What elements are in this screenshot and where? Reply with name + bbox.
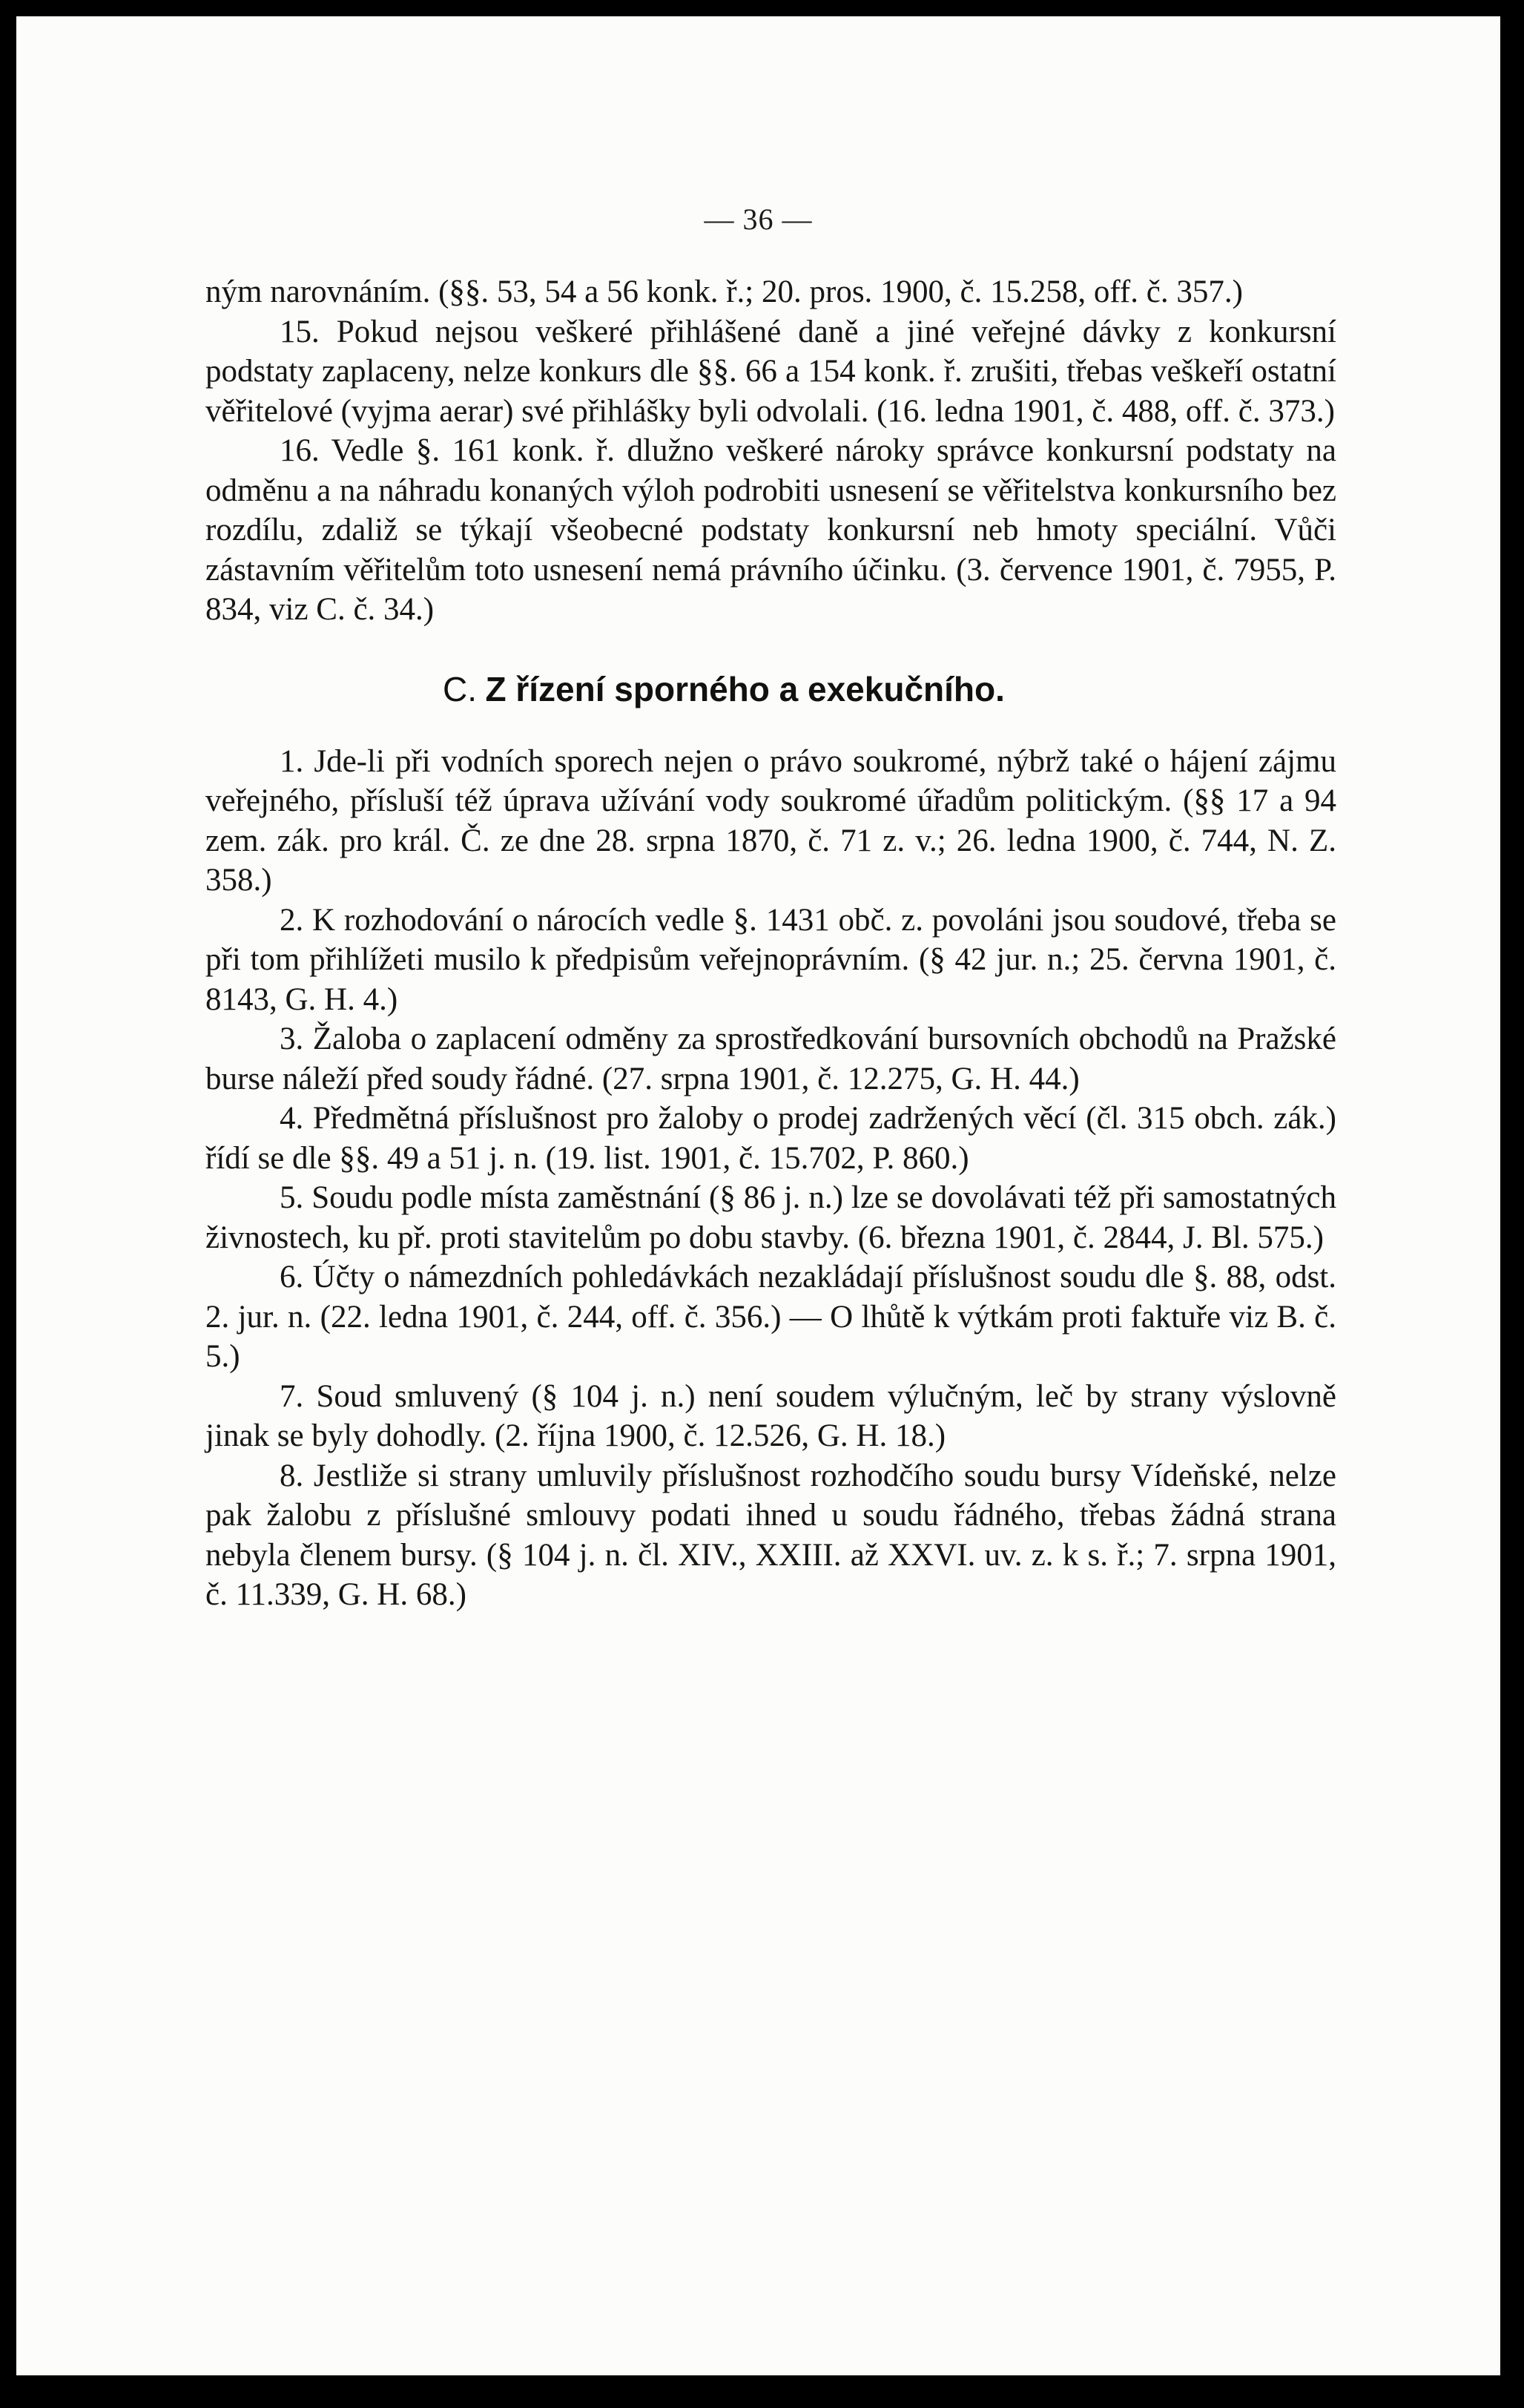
section-title: Z řízení sporného a exekučního. <box>485 669 1005 708</box>
paragraph-c5: 5. Soudu podle místa zaměstnání (§ 86 j. n.) lze se dovolávati též při samostatných živnostech, ku př. proti stavitelům po dobu stavby. (6. března 1901, č. 2844, J. Bl. 575.) <box>205 1180 1336 1255</box>
paragraph-c1: 1. Jde-li při vodních sporech nejen o právo soukromé, nýbrž také o hájení zájmu veřejného, přísluší též úprava užívání vody soukromé úřadům politickým. (§§ 17 a 94 zem. zák. pro král. Č. ze dne 28. srpna 1870, č. 71 z. v.; 26. ledna 1900, č. 744, N. Z. 358.) <box>205 743 1336 898</box>
section-heading <box>205 667 1336 712</box>
continued-paragraph: ným narovnáním. (§§. 53, 54 a 56 konk. ř.; 20. pros. 1900, č. 15.258, off. č. 357.) <box>205 274 1243 309</box>
paragraph-c4: 4. Předmětná příslušnost pro žaloby o prodej zadržených věcí (čl. 315 obch. zák.) řídí se dle §§. 49 a 51 j. n. (19. list. 1901, č. 15.702, P. 860.) <box>205 1101 1336 1176</box>
paragraph-c3: 3. Žaloba o zaplacení odměny za sprostředkování bursovních obchodů na Pražské burse náleží před soudy řádné. (27. srpna 1901, č. 12.275, G. H. 44.) <box>205 1022 1336 1096</box>
text-column <box>205 272 1336 1615</box>
section-letter: C. <box>443 669 477 708</box>
paragraph-c6: 6. Účty o námezdních pohledávkách nezakládají příslušnost soudu dle §. 88, odst. 2. jur. n. (22. ledna 1901, č. 244, off. č. 356.) — O lhůtě k výtkám proti faktuře viz B. č. 5.) <box>205 1260 1336 1374</box>
page-number: — 36 — <box>704 203 813 236</box>
paragraph-c2: 2. K rozhodování o nárocích vedle §. 1431 obč. z. povoláni jsou soudové, třeba se při tom přihlížeti musilo k předpisům veřejnoprávním. (§ 42 jur. n.; 25. června 1901, č. 8143, G. H. 4.) <box>205 902 1336 1017</box>
paragraph-15: 15. Pokud nejsou veškeré přihlášené daně a jiné veřejné dávky z konkursní podstaty zaplaceny, nelze konkurs dle §§. 66 a 154 konk. ř. zrušiti, třebas veškeří ostatní věřitelové (vyjma aerar) své přihlášky byli odvolali. (16. ledna 1901, č. 488, off. č. 373.) <box>205 314 1336 429</box>
paragraph-16: 16. Vedle §. 161 konk. ř. dlužno veškeré nároky správce konkursní podstaty na odměnu a na náhradu konaných výloh podrobiti usnesení se věřitelstva konkursního bez rozdílu, zdaliž se týkají všeobecné podstaty konkursní neb hmoty speciální. Vůči zástavním věřitelům toto usnesení nemá právního účinku. (3. července 1901, č. 7955, P. 834, viz C. č. 34.) <box>205 433 1336 627</box>
book-page <box>16 16 1500 2375</box>
paragraph-c8: 8. Jestliže si strany umluvily příslušnost rozhodčího soudu bursy Vídeňské, nelze pak žalobu z příslušné smlouvy podati ihned u soudu řádného, třebas žádná strana nebyla členem bursy. (§ 104 j. n. čl. XIV., XXIII. až XXVI. uv. z. k s. ř.; 7. srpna 1901, č. 11.339, G. H. 68.) <box>205 1458 1336 1612</box>
paragraph-c7: 7. Soud smluvený (§ 104 j. n.) není soudem výlučným, leč by strany výslovně jinak se byly dohodly. (2. října 1900, č. 12.526, G. H. 18.) <box>205 1378 1336 1453</box>
